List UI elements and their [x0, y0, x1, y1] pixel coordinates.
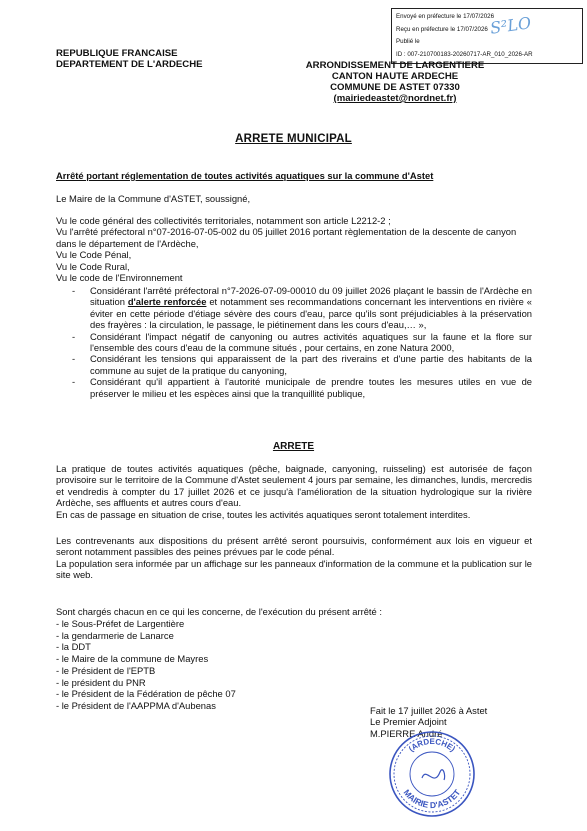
republic-line: REPUBLIQUE FRANCAISE	[56, 48, 178, 59]
document-subtitle: Arrêté portant réglementation de toutes activités aquatiques sur la commune d'Astet	[56, 170, 434, 181]
bullet-dash: -	[72, 376, 76, 388]
charges-intro: Sont chargés chacun en ce qui les concerne, de l'exécution du présent arrêté :	[56, 606, 382, 617]
list-item: - la gendarmerie de Lanarce	[56, 629, 174, 641]
seal-inner-ring	[410, 752, 454, 796]
decision-block	[56, 463, 532, 520]
decision-paragraph: La pratique de toutes activités aquatiques (pêche, baignade, canyoning, ruisseling) est autorisée de façon provisoire sur le territoire de la Commune d'Astet seulement 4 jours par semaine, les dimanches, lundis, mercredis et vendredis à compter du 17 juillet 2026 et ce jusqu'à l'amélioration de la situation hydrologique sur la rivière Ardèche, ses affluents et autres cours d'eau.	[56, 463, 532, 509]
header-right	[300, 60, 490, 104]
header-left	[56, 48, 203, 70]
canton-line: CANTON HAUTE ARDECHE	[331, 71, 459, 82]
municipal-seal	[386, 728, 478, 825]
penalties-block	[56, 535, 532, 581]
list-item: - le Président de l'EPTB	[56, 664, 156, 676]
signature-date-place: Fait le 17 juillet 2026 à Astet	[370, 705, 488, 716]
decision-paragraph: En cas de passage en situation de crise, toutes les activités aquatiques seront totalement interdites.	[56, 508, 471, 520]
seal-stamp-icon	[386, 728, 478, 820]
vu-line: Vu le Code Pénal,	[56, 249, 132, 261]
page-title: ARRETE MUNICIPAL	[235, 133, 352, 145]
list-item: - le Sous-Préfet de Largentière	[56, 618, 185, 629]
stamp-sent-date: Envoyé en préfecture le 17/07/2026	[396, 13, 495, 20]
list-item: - le Président de la Fédération de pêche 07	[56, 688, 236, 700]
vu-line: Vu l'arrêté préfectoral n°07-2016-07-05-002 du 05 juillet 2016 portant règlementation de la descente de canyon dans le département de l'Ardèche,	[56, 226, 517, 249]
bullet-dash: -	[72, 353, 76, 365]
seal-top-text: (ARDECHE)	[406, 736, 458, 754]
signature-role: Le Premier Adjoint	[370, 716, 447, 728]
vu-line: Vu le Code Rural,	[56, 260, 130, 272]
mayor-intro: Le Maire de la Commune d'ASTET, soussigné,	[56, 193, 251, 204]
list-item: - la DDT	[56, 641, 91, 653]
list-item: - le Maire de la commune de Mayres	[56, 653, 209, 665]
commune-line: COMMUNE DE ASTET 07330	[330, 82, 460, 93]
prefecture-stamp	[391, 8, 583, 64]
vu-block	[56, 215, 538, 283]
considerant-item: - Considérant qu'il appartient à l'autorité municipale de prendre toutes les mesures utiles en vue de préserver le milieu et les espèces ainsi que la tranquillité publique,	[72, 376, 532, 399]
considerant-item: - Considérant l'impact négatif de canyoning ou autres activités aquatiques sur la faune et la flore sur l'ensemble des cours d'eau de la commune situés , pour certains, en zone Natura 2000,	[72, 330, 532, 354]
publication-paragraph: La population sera informée par un affichage sur les panneaux d'information de la commune et la publication sur le site web.	[56, 557, 532, 581]
stamp-published: Publié le	[396, 38, 420, 45]
signature-name: M.PIERRE André	[370, 727, 443, 739]
seal-emblem	[422, 770, 445, 780]
vu-line: Vu le code de l'Environnement	[56, 272, 183, 284]
stamp-id: ID : 007-210700183-20260717-AR_010_2026-AR	[396, 50, 533, 58]
bullet-dash: -	[72, 285, 76, 296]
stamp-received-date: Reçu en préfecture le 17/07/2026	[396, 25, 488, 33]
considerant-item: - Considérant l'arrêté préfectoral n°7-2026-07-09-00010 du 09 juillet 2026 plaçant le bassin de l'Ardèche en situation d'alerte renforcée et notamment ses recommandations concernant les interventions en rivière « éviter en cette période d'étiage sévère des cours d'eau, parce qu'ils sont préjudiciables à la préservation des frayères : la circulation, le passage, le piétinement dans les cours d'eau,… »,	[72, 285, 532, 331]
vu-line: Vu le code général des collectivités territoriales, notamment son article L2212-2 ;	[56, 215, 391, 226]
charges-list	[56, 618, 236, 712]
considerant-item: - Considérant les tensions qui apparaissent de la part des riverains et d'une partie des habitants de la commune au sujet de la pratique du canyoning,	[72, 353, 532, 376]
considerants-list	[72, 285, 532, 399]
department-line: DEPARTEMENT DE L'ARDECHE	[56, 59, 203, 70]
list-item: - le Président de l'AAPPMA d'Aubenas	[56, 699, 216, 711]
commune-email: (mairiedeastet@nordnet.fr)	[333, 93, 457, 104]
bullet-dash: -	[72, 330, 76, 342]
stamp-signature-scrawl: S²LO	[488, 13, 533, 38]
list-item: - le président du PNR	[56, 676, 146, 688]
seal-bottom-text: MAIRIE D'ASTET	[401, 787, 463, 811]
penalties-paragraph: Les contrevenants aux dispositions du présent arrêté seront poursuivis, conformément aux lois en vigueur et seront notamment passibles des peines prévues par le code pénal.	[56, 535, 532, 558]
arrete-heading: ARRETE	[272, 441, 315, 452]
alerte-emphasis: d'alerte renforcée	[127, 296, 207, 308]
arrondissement-line: ARRONDISSEMENT DE LARGENTIERE	[305, 60, 485, 71]
